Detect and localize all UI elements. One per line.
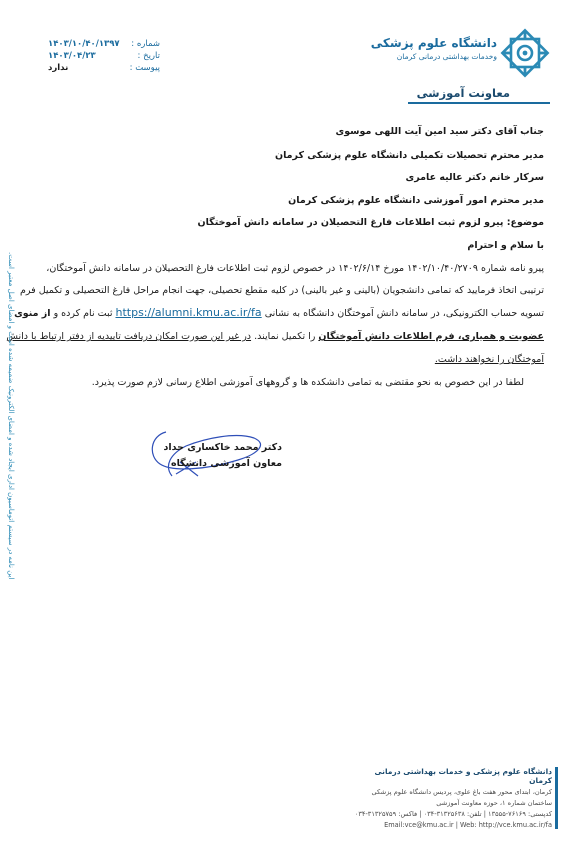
paragraph-1-line-4-text-b: را تکمیل نمایند. — [254, 331, 316, 342]
footer-phones: کدپستی: ۷۶۱۶۹-۱۳۵۵۵ | تلفن: ۳۱۳۲۵۶۳۸-۰۳۴ | فاکس: ۳۱۳۲۵۷۵۹-۰۳۴ — [354, 810, 552, 818]
footer-title: دانشگاه علوم پزشکی و خدمات بهداشتی درمانی کرمان — [374, 767, 552, 785]
paragraph-2: لطفا در این خصوص به نحو مقتضی به تمامی دانشکده ها و گروههای آموزشی اطلاع رسانی لازم صورت پذیرد. — [91, 377, 524, 388]
letter-attachment-label: پیوست : — [129, 63, 160, 73]
letter-number-label: شماره : — [131, 39, 160, 49]
university-subtitle: وخدمات بهداشتی درمانی کرمان — [396, 52, 497, 61]
handwritten-signature — [146, 426, 284, 484]
paragraph-1-line-4-text-c: در غیر این صورت امکان دریافت تاییدیه از دفتر ارتباط با دانش — [6, 331, 252, 342]
paragraph-1-line-3 — [14, 306, 544, 319]
signatory-name: دکتر محمد خاکساری حداد — [163, 442, 282, 453]
alumni-form-menu-path: عضویت و همیاری، فرم اطلاعات دانش آموختگان — [318, 331, 544, 342]
footer-address-1: کرمان، ابتدای محور هفت باغ علوی، پردیس دانشگاه علوم پزشکی — [371, 788, 552, 796]
letter-date: ۱۴۰۳/۰۴/۲۳ — [48, 51, 96, 61]
letter-meta — [48, 38, 160, 74]
paragraph-1-line-2: ترتیبی اتخاذ فرمایید که تمامی دانشجویان (بالینی و غیر بالینی) در کلیه مقطع تحصیلی، جهت انجام مراحل فارغ التحصیلی و تکمیل فرم — [20, 285, 544, 296]
letter-date-label: تاریخ : — [137, 51, 160, 61]
department-name: معاونت آموزشی — [416, 86, 510, 100]
paragraph-1-line-3-text-a: تسویه حساب الکترونیکی، در سامانه دانش آموختگان دانشگاه به نشانی — [264, 308, 544, 319]
university-name-block — [357, 36, 497, 61]
footer-address-2: ساختمان شماره ۱، حوزه معاونت آموزشی — [436, 799, 552, 807]
side-note-text: این نامه در سیستم اتوماسیون اداری ایجاد شده و امضای الکترونیک ضمیمه شده است و امضای اصل معتبر است. — [7, 252, 15, 580]
recipient-1-title: مدیر محترم تحصیلات تکمیلی دانشگاه علوم پزشکی کرمان — [274, 150, 544, 161]
signatory-title: معاون آموزشی دانشگاه — [170, 458, 282, 469]
footer — [354, 767, 552, 829]
alumni-portal-link[interactable]: https://alumni.kmu.ac.ir/fa — [115, 306, 262, 319]
recipient-2: سرکار خانم دکتر عالیه عامری — [405, 172, 544, 183]
signature-block — [146, 426, 284, 484]
university-logo — [500, 28, 550, 78]
paragraph-1-line-1: پیرو نامه شماره ۱۴۰۲/۱۰/۴۰/۲۷۰۹ مورخ ۱۴۰۲/۶/۱۴ در خصوص لزوم ثبت اطلاعات فارغ التحصیلان در سامانه دانش آموختگان، — [46, 263, 544, 274]
department-header — [408, 84, 550, 104]
paragraph-1-line-3-text-b: ثبت نام کرده و — [53, 308, 113, 319]
greeting: با سلام و احترام — [467, 240, 544, 251]
paragraph-1-line-4 — [6, 331, 544, 342]
recipient-1: جناب آقای دکتر سید امین آیت اللهی موسوی — [335, 126, 544, 137]
recipient-2-title: مدیر محترم امور آموزشی دانشگاه علوم پزشکی کرمان — [288, 195, 544, 206]
footer-contact: Email:vce@kmu.ac.ir | Web: http://vce.kmu.ac.ir/fa — [384, 821, 552, 829]
letter-attachment: ندارد — [48, 63, 69, 73]
side-note — [2, 252, 16, 580]
footer-accent-bar — [555, 767, 558, 829]
paragraph-1-line-5: آموختگان را نخواهند داشت. — [434, 354, 544, 365]
paragraph-1-line-3-text-c: از منوی — [14, 308, 51, 319]
letter-number: ۱۴۰۳/۱۰/۴۰/۱۳۹۷ — [48, 39, 120, 49]
university-name: دانشگاه علوم پزشکی — [370, 36, 497, 50]
letter-subject: موضوع: پیرو لزوم ثبت اطلاعات فارغ التحصیلان در سامانه دانش آموختگان — [197, 217, 544, 228]
